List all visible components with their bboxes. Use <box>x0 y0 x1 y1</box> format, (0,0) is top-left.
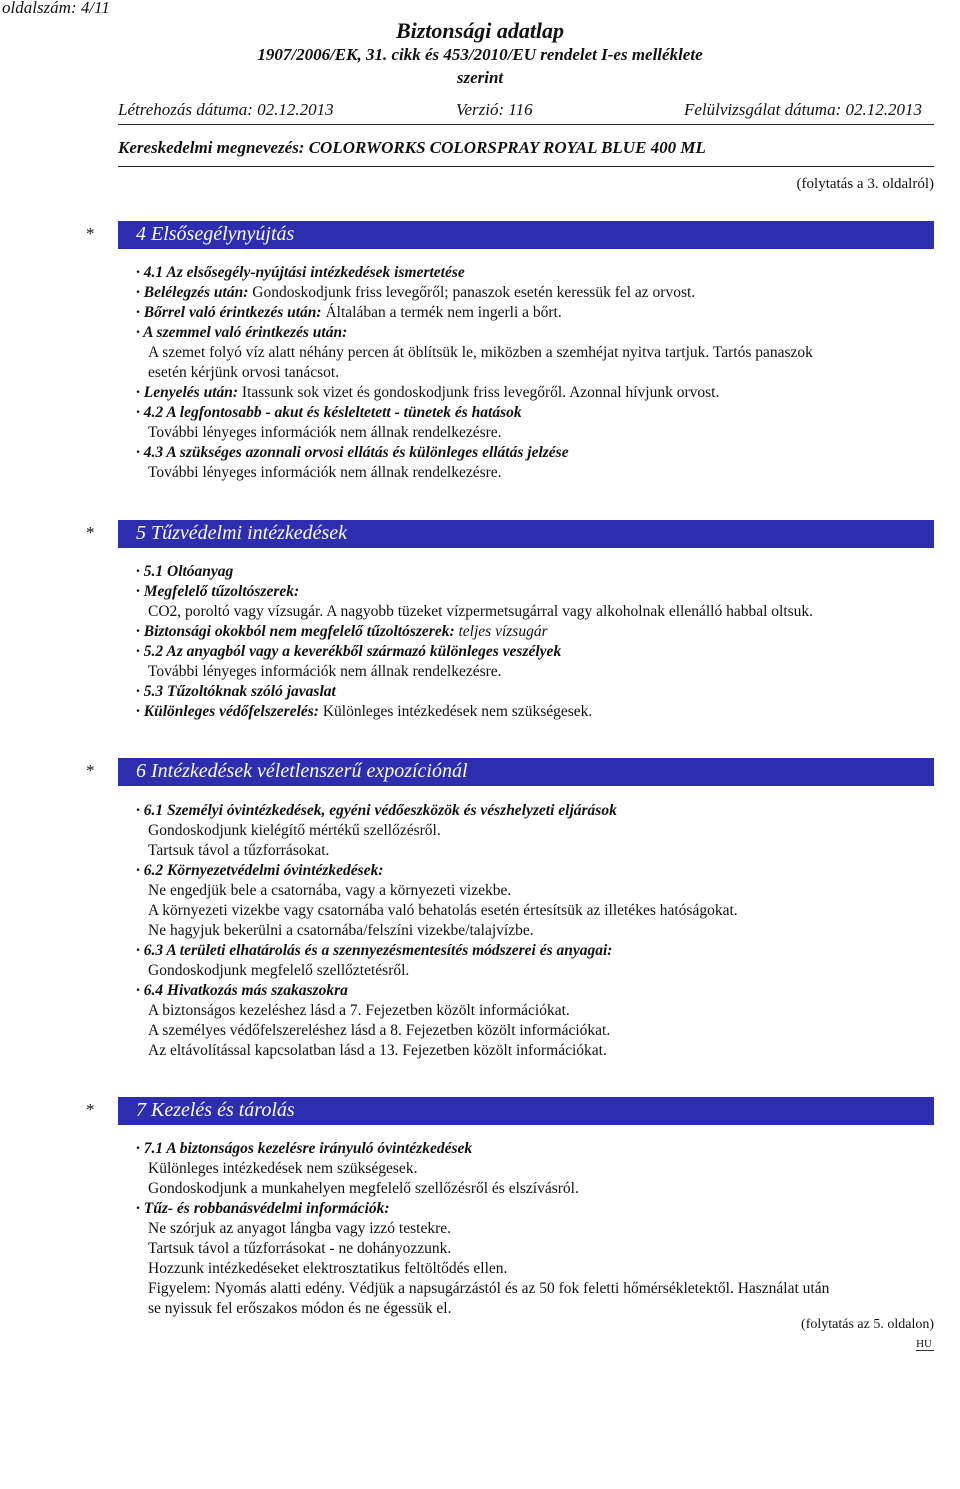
section-4-line <box>136 303 562 323</box>
section-7-line: Ne szórjuk az anyagot lángba vagy izzó testekre. <box>148 1220 451 1237</box>
section-5-line: További lényeges információk nem állnak rendelkezésre. <box>148 663 502 680</box>
section-6-line: Tartsuk távol a tűzforrásokat. <box>148 842 330 859</box>
section-6-line: · 6.2 Környezetvédelmi óvintézkedések: <box>136 862 384 879</box>
section-5-line: · 5.1 Oltóanyag <box>136 563 234 580</box>
section-6-line: Gondoskodjunk megfelelő szellőztetésről. <box>148 962 410 979</box>
field-value: Gondoskodjunk friss levegőről; panaszok esetén keressük fel az orvost. <box>248 284 696 301</box>
review-date: Felülvizsgálat dátuma: 02.12.2013 <box>684 100 922 119</box>
revision-marker: * <box>86 523 95 542</box>
section-4-line: A szemet folyó víz alatt néhány percen át öblítsük le, miközben a szemhéjat nyitva tartjuk. Tartós panaszok <box>148 344 813 361</box>
section-5-line: CO2, poroltó vagy vízsugár. A nagyobb tüzeket vízpermetsugárral vagy alkoholnak ellenálló habbal oltsuk. <box>148 603 814 620</box>
section-7-line: Figyelem: Nyomás alatti edény. Védjük a napsugárzástól és az 50 fok feletti hőmérsékletektől. Használat után <box>148 1280 830 1297</box>
section-6-line: · 6.1 Személyi óvintézkedések, egyéni védőeszközök és vészhelyzeti eljárások <box>136 802 617 819</box>
section-7-title: 7 Kezelés és tárolás <box>136 1099 295 1121</box>
revision-marker: * <box>86 761 95 780</box>
section-5-title: 5 Tűzvédelmi intézkedések <box>136 522 348 544</box>
page-number: oldalszám: 4/11 <box>2 0 110 17</box>
section-6-line: · 6.4 Hivatkozás más szakaszokra <box>136 982 348 999</box>
field-value: Különleges intézkedések nem szükségesek. <box>318 703 593 720</box>
field-label: · Biztonsági okokból nem megfelelő tűzoltószerek: <box>136 623 455 640</box>
section-6-line: Ne hagyjuk bekerülni a csatornába/felszíni vizekbe/talajvízbe. <box>148 922 534 939</box>
language-code: HU <box>916 1338 932 1350</box>
section-7-header <box>118 1097 934 1125</box>
revision-marker: * <box>86 1100 95 1119</box>
revision-marker: * <box>86 224 95 243</box>
section-5-header <box>118 520 934 548</box>
section-7-line: · Tűz- és robbanásvédelmi információk: <box>136 1200 390 1217</box>
continued-from: (folytatás a 3. oldalról) <box>796 176 934 192</box>
section-6-header <box>118 758 934 786</box>
section-7-line: Gondoskodjunk a munkahelyen megfelelő szellőzésről és elszívásról. <box>148 1180 579 1197</box>
field-label: · Lenyelés után: <box>136 384 239 401</box>
section-5-line <box>136 702 592 722</box>
section-6-line: A biztonságos kezeléshez lásd a 7. Fejezetben közölt információkat. <box>148 1002 570 1019</box>
field-label: · Különleges védőfelszerelés: <box>136 703 319 720</box>
section-4-line: · A szemmel való érintkezés után: <box>136 324 348 341</box>
section-4-header <box>118 221 934 249</box>
section-5-line: · 5.2 Az anyagból vagy a keverékből származó különleges veszélyek <box>136 643 562 660</box>
section-6-line: A környezeti vizekbe vagy csatornába való behatolás esetén értesítsük az illetékes hatóságokat. <box>148 902 738 919</box>
header-rule-top <box>118 124 934 125</box>
section-7-line: Hozzunk intézkedéseket elektrosztatikus feltöltődés ellen. <box>148 1260 508 1277</box>
header-rule-bottom <box>118 166 934 167</box>
section-7-line: · 7.1 A biztonságos kezelésre irányuló óvintézkedések <box>136 1140 473 1157</box>
regulation-according: szerint <box>456 68 504 87</box>
trade-name: Kereskedelmi megnevezés: COLORWORKS COLORSPRAY ROYAL BLUE 400 ML <box>118 138 706 157</box>
section-4-line: esetén kérjünk orvosi tanácsot. <box>148 364 340 381</box>
field-label: · Belélegzés után: <box>136 284 249 301</box>
section-4-line: További lényeges információk nem állnak rendelkezésre. <box>148 424 502 441</box>
section-6-line: A személyes védőfelszereléshez lásd a 8. Fejezetben közölt információkat. <box>148 1022 611 1039</box>
section-7-line: se nyissuk fel erőszakos módon és ne égessük el. <box>148 1300 452 1317</box>
field-value: Itassunk sok vizet és gondoskodjunk friss levegőről. Azonnal hívjunk orvost. <box>238 384 720 401</box>
section-6-line: Az eltávolítással kapcsolatban lásd a 13. Fejezetben közölt információkat. <box>148 1042 607 1059</box>
section-4-title: 4 Elsősegélynyújtás <box>136 223 295 245</box>
section-4-line <box>136 383 719 403</box>
section-6-line: · 6.3 A területi elhatárolás és a szennyezésmentesítés módszerei és anyagai: <box>136 942 613 959</box>
section-4-line: További lényeges információk nem állnak rendelkezésre. <box>148 464 502 481</box>
document-title: Biztonsági adatlap <box>395 18 565 43</box>
section-4-line: · 4.3 A szükséges azonnali orvosi ellátás és különleges ellátás jelzése <box>136 444 569 461</box>
section-7-line: Különleges intézkedések nem szükségesek. <box>148 1160 418 1177</box>
section-6-line: Gondoskodjunk kielégítő mértékű szellőzésről. <box>148 822 441 839</box>
language-rule <box>916 1350 934 1351</box>
field-value: teljes vízsugár <box>454 623 548 640</box>
section-4-line: · 4.1 Az elsősegély-nyújtási intézkedések ismertetése <box>136 264 465 281</box>
section-5-line: · Megfelelő tűzoltószerek: <box>136 583 300 600</box>
section-4-line: · 4.2 A legfontosabb - akut és késleltetett - tünetek és hatások <box>136 404 522 421</box>
continued-to: (folytatás az 5. oldalon) <box>801 1317 934 1332</box>
creation-date: Létrehozás dátuma: 02.12.2013 <box>118 100 334 119</box>
regulation-reference: 1907/2006/EK, 31. cikk és 453/2010/EU rendelet I-es melléklete <box>257 45 703 64</box>
field-value: Általában a termék nem ingerli a bőrt. <box>321 304 562 321</box>
section-7-line: Tartsuk távol a tűzforrásokat - ne dohányozzunk. <box>148 1240 452 1257</box>
version: Verzió: 116 <box>456 100 533 119</box>
section-5-line <box>136 622 548 642</box>
field-label: · Bőrrel való érintkezés után: <box>136 304 322 321</box>
section-4-line <box>136 283 695 303</box>
section-5-line: · 5.3 Tűzoltóknak szóló javaslat <box>136 683 336 700</box>
section-6-line: Ne engedjük bele a csatornába, vagy a környezeti vizekbe. <box>148 882 512 899</box>
section-6-title: 6 Intézkedések véletlenszerű expozíciónál <box>136 760 468 782</box>
